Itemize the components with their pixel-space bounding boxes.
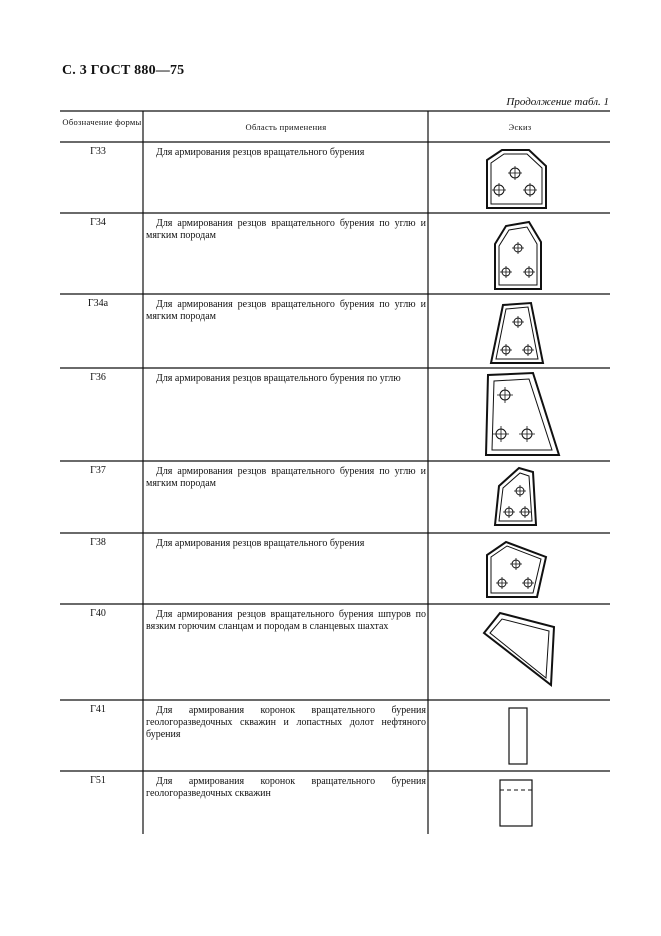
row-code: Г37 [90, 465, 106, 476]
row-description: Для армирования резцов вращательного бурения шпуров по вязким горючим сланцам и породам в сланцевых шахтах [146, 609, 426, 632]
sketch-g37-drawing [429, 462, 609, 532]
row-code: Г41 [90, 704, 106, 715]
column-header-application: Область применения [245, 122, 327, 132]
row-description: Для армирования резцов вращательного бурения [156, 538, 365, 549]
row-code: Г40 [90, 608, 106, 619]
row-description: Для армирования коронок вращательного бурения геологоразведочных скважин [146, 776, 426, 799]
column-header-code: Обозначение формы [62, 117, 142, 127]
sketch-g38-drawing [429, 534, 609, 603]
sketch-g34-drawing [429, 214, 609, 293]
column-header-sketch: Эскиз [508, 122, 532, 132]
row-code: Г34 [90, 217, 106, 228]
sketch-g51-drawing [429, 772, 609, 834]
row-description: Для армирования коронок вращательного бурения геологоразведочных скважин и лопастных долот нефтяного бурения [146, 705, 426, 740]
sketch-g41-drawing [429, 701, 609, 770]
continuation-label: Продолжение табл. 1 [506, 96, 609, 108]
row-description: Для армирования резцов вращательного бурения по углю [156, 373, 401, 384]
row-code: Г38 [90, 537, 106, 548]
sketch-g36-drawing [429, 369, 609, 460]
document-title: С. 3 ГОСТ 880—75 [62, 63, 185, 78]
row-code: Г34а [87, 298, 109, 309]
row-description: Для армирования резцов вращательного бурения [156, 147, 365, 158]
sketch-g33-drawing [429, 146, 609, 212]
row-code: Г51 [90, 775, 106, 786]
row-description: Для армирования резцов вращательного бурения по углю и мягким породам [146, 466, 426, 489]
row-description: Для армирования резцов вращательного бурения по углю и мягким породам [146, 299, 426, 322]
row-code: Г36 [90, 372, 106, 383]
sketch-g40-drawing [429, 605, 609, 699]
row-description: Для армирования резцов вращательного бурения по углю и мягким породам [146, 218, 426, 241]
sketch-g34a-drawing [429, 295, 609, 367]
row-code: Г33 [90, 146, 106, 157]
